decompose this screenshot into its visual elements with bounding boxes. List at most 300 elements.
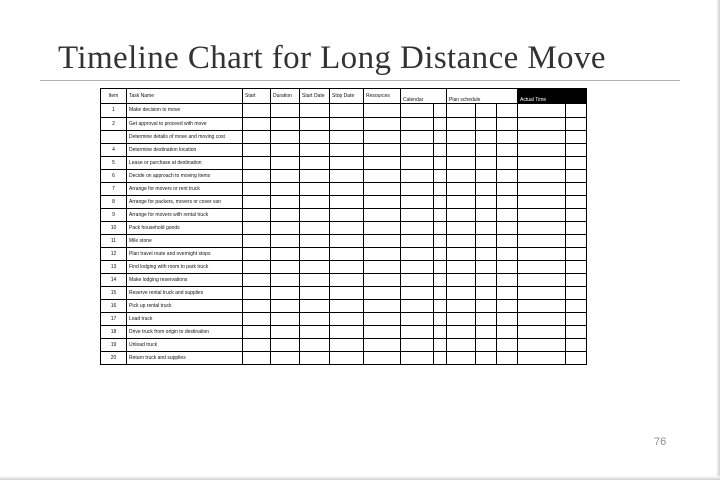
empty-cell [497, 183, 518, 196]
empty-cell [566, 300, 587, 313]
empty-cell [364, 274, 401, 287]
empty-cell [566, 261, 587, 274]
item-number-cell: 16 [101, 300, 127, 313]
empty-cell [447, 339, 476, 352]
empty-cell [476, 261, 497, 274]
empty-cell [518, 131, 566, 144]
empty-cell [271, 104, 300, 118]
empty-cell [364, 170, 401, 183]
group-header-calendar: Calendar [401, 89, 447, 104]
empty-cell [401, 235, 434, 248]
empty-cell [401, 326, 434, 339]
empty-cell [434, 222, 447, 235]
task-name-cell: Get approval to proceed with move [127, 118, 243, 131]
empty-cell [497, 248, 518, 261]
empty-cell [330, 170, 364, 183]
empty-cell [518, 196, 566, 209]
empty-cell [447, 235, 476, 248]
empty-cell [518, 261, 566, 274]
empty-cell [518, 157, 566, 170]
empty-cell [401, 131, 434, 144]
empty-cell [330, 339, 364, 352]
empty-cell [330, 196, 364, 209]
empty-cell [497, 326, 518, 339]
empty-cell [566, 144, 587, 157]
empty-cell [476, 326, 497, 339]
table-row [101, 261, 587, 274]
empty-cell [401, 118, 434, 131]
table-row [101, 209, 587, 222]
empty-cell [243, 313, 271, 326]
empty-cell [243, 104, 271, 118]
empty-cell [566, 170, 587, 183]
empty-cell [518, 118, 566, 131]
empty-cell [271, 209, 300, 222]
column-header-start-date: Start Date [300, 89, 330, 104]
empty-cell [566, 287, 587, 300]
empty-cell [476, 157, 497, 170]
empty-cell [566, 183, 587, 196]
empty-cell [476, 287, 497, 300]
item-number-cell: 1 [101, 104, 127, 118]
empty-cell [434, 131, 447, 144]
empty-cell [401, 209, 434, 222]
empty-cell [497, 261, 518, 274]
empty-cell [497, 157, 518, 170]
empty-cell [364, 287, 401, 300]
table-row [101, 157, 587, 170]
empty-cell [300, 313, 330, 326]
title-divider [40, 80, 680, 81]
empty-cell [300, 352, 330, 365]
empty-cell [566, 352, 587, 365]
empty-cell [476, 339, 497, 352]
table-row [101, 131, 587, 144]
item-number-cell: 11 [101, 235, 127, 248]
table-row [101, 222, 587, 235]
table-row [101, 300, 587, 313]
empty-cell [434, 248, 447, 261]
empty-cell [401, 313, 434, 326]
empty-cell [330, 183, 364, 196]
empty-cell [243, 209, 271, 222]
empty-cell [364, 209, 401, 222]
empty-cell [497, 170, 518, 183]
item-number-cell: 17 [101, 313, 127, 326]
empty-cell [330, 144, 364, 157]
table-row [101, 274, 587, 287]
empty-cell [434, 183, 447, 196]
empty-cell [497, 235, 518, 248]
empty-cell [401, 274, 434, 287]
empty-cell [447, 170, 476, 183]
empty-cell [300, 248, 330, 261]
empty-cell [243, 326, 271, 339]
item-number-cell: 10 [101, 222, 127, 235]
empty-cell [243, 118, 271, 131]
task-name-cell: Reserve rental truck and supplies [127, 287, 243, 300]
empty-cell [300, 170, 330, 183]
empty-cell [330, 313, 364, 326]
task-name-cell: Mile stone [127, 235, 243, 248]
empty-cell [447, 261, 476, 274]
empty-cell [401, 157, 434, 170]
item-number-cell: 9 [101, 209, 127, 222]
empty-cell [364, 339, 401, 352]
column-header-start: Start [243, 89, 271, 104]
task-name-cell: Determine details of move and moving cost [127, 131, 243, 144]
empty-cell [518, 170, 566, 183]
empty-cell [300, 261, 330, 274]
empty-cell [364, 104, 401, 118]
empty-cell [271, 222, 300, 235]
empty-cell [243, 170, 271, 183]
task-name-cell: Find lodging with room to park truck [127, 261, 243, 274]
task-name-cell: Load truck [127, 313, 243, 326]
empty-cell [243, 222, 271, 235]
empty-cell [330, 118, 364, 131]
item-number-cell: 7 [101, 183, 127, 196]
empty-cell [243, 300, 271, 313]
empty-cell [243, 144, 271, 157]
timeline-table [100, 88, 587, 365]
empty-cell [434, 313, 447, 326]
empty-cell [300, 183, 330, 196]
empty-cell [243, 183, 271, 196]
empty-cell [447, 248, 476, 261]
empty-cell [434, 170, 447, 183]
empty-cell [434, 157, 447, 170]
empty-cell [330, 157, 364, 170]
empty-cell [476, 313, 497, 326]
empty-cell [447, 209, 476, 222]
slide-edge-right [716, 0, 720, 480]
task-name-cell: Pick up rental truck [127, 300, 243, 313]
item-number-cell: 20 [101, 352, 127, 365]
empty-cell [497, 118, 518, 131]
empty-cell [300, 157, 330, 170]
empty-cell [447, 196, 476, 209]
empty-cell [330, 261, 364, 274]
empty-cell [518, 313, 566, 326]
empty-cell [243, 196, 271, 209]
empty-cell [518, 274, 566, 287]
task-name-cell: Arrange for movers or rent truck [127, 183, 243, 196]
empty-cell [497, 287, 518, 300]
empty-cell [300, 287, 330, 300]
empty-cell [447, 326, 476, 339]
empty-cell [497, 274, 518, 287]
empty-cell [566, 196, 587, 209]
empty-cell [476, 131, 497, 144]
empty-cell [447, 300, 476, 313]
empty-cell [243, 274, 271, 287]
column-header-task-name: Task Name [127, 89, 243, 104]
table-row [101, 313, 587, 326]
empty-cell [434, 352, 447, 365]
empty-cell [497, 300, 518, 313]
empty-cell [271, 235, 300, 248]
empty-cell [401, 248, 434, 261]
empty-cell [518, 183, 566, 196]
empty-cell [271, 131, 300, 144]
empty-cell [434, 209, 447, 222]
task-name-cell: Make lodging reservations [127, 274, 243, 287]
empty-cell [434, 300, 447, 313]
task-name-cell: Plan travel route and overnight stops [127, 248, 243, 261]
empty-cell [434, 104, 447, 118]
item-number-cell: 15 [101, 287, 127, 300]
empty-cell [566, 313, 587, 326]
table-row [101, 248, 587, 261]
empty-cell [300, 222, 330, 235]
item-number-cell: 14 [101, 274, 127, 287]
table-row [101, 352, 587, 365]
empty-cell [300, 274, 330, 287]
table-row [101, 104, 587, 118]
empty-cell [518, 248, 566, 261]
empty-cell [434, 326, 447, 339]
empty-cell [434, 235, 447, 248]
empty-cell [401, 339, 434, 352]
empty-cell [364, 313, 401, 326]
empty-cell [364, 157, 401, 170]
empty-cell [447, 274, 476, 287]
empty-cell [447, 118, 476, 131]
empty-cell [447, 144, 476, 157]
empty-cell [330, 235, 364, 248]
empty-cell [401, 196, 434, 209]
empty-cell [518, 300, 566, 313]
column-header-duration: Duration [271, 89, 300, 104]
empty-cell [434, 144, 447, 157]
empty-cell [300, 118, 330, 131]
item-number-cell [101, 131, 127, 144]
empty-cell [364, 235, 401, 248]
empty-cell [447, 104, 476, 118]
empty-cell [518, 222, 566, 235]
column-header-item: Item [101, 89, 127, 104]
item-number-cell: 18 [101, 326, 127, 339]
item-number-cell: 8 [101, 196, 127, 209]
empty-cell [271, 183, 300, 196]
empty-cell [401, 261, 434, 274]
empty-cell [566, 339, 587, 352]
empty-cell [271, 287, 300, 300]
empty-cell [434, 274, 447, 287]
empty-cell [243, 287, 271, 300]
empty-cell [243, 352, 271, 365]
empty-cell [364, 248, 401, 261]
empty-cell [447, 313, 476, 326]
empty-cell [476, 118, 497, 131]
empty-cell [401, 222, 434, 235]
empty-cell [476, 352, 497, 365]
empty-cell [330, 326, 364, 339]
empty-cell [271, 170, 300, 183]
empty-cell [518, 326, 566, 339]
empty-cell [476, 274, 497, 287]
empty-cell [434, 261, 447, 274]
table-row [101, 326, 587, 339]
empty-cell [434, 118, 447, 131]
empty-cell [518, 339, 566, 352]
empty-cell [364, 183, 401, 196]
item-number-cell: 13 [101, 261, 127, 274]
empty-cell [497, 209, 518, 222]
item-number-cell: 4 [101, 144, 127, 157]
empty-cell [476, 104, 497, 118]
task-name-cell: Lease or purchase at destination [127, 157, 243, 170]
empty-cell [518, 235, 566, 248]
empty-cell [364, 131, 401, 144]
empty-cell [518, 144, 566, 157]
empty-cell [497, 222, 518, 235]
empty-cell [518, 104, 566, 118]
task-name-cell: Arrange for movers with rental truck [127, 209, 243, 222]
empty-cell [401, 144, 434, 157]
empty-cell [300, 196, 330, 209]
empty-cell [364, 222, 401, 235]
empty-cell [476, 144, 497, 157]
empty-cell [497, 196, 518, 209]
empty-cell [401, 183, 434, 196]
empty-cell [243, 131, 271, 144]
empty-cell [271, 248, 300, 261]
empty-cell [243, 339, 271, 352]
empty-cell [447, 183, 476, 196]
empty-cell [497, 313, 518, 326]
empty-cell [447, 131, 476, 144]
empty-cell [364, 326, 401, 339]
empty-cell [330, 287, 364, 300]
task-name-cell: Decide on approach to moving items [127, 170, 243, 183]
empty-cell [364, 300, 401, 313]
empty-cell [300, 326, 330, 339]
empty-cell [434, 287, 447, 300]
empty-cell [518, 287, 566, 300]
empty-cell [300, 144, 330, 157]
empty-cell [566, 248, 587, 261]
empty-cell [566, 326, 587, 339]
table-row [101, 183, 587, 196]
empty-cell [434, 339, 447, 352]
item-number-cell: 6 [101, 170, 127, 183]
column-header-stop-date: Stop Date [330, 89, 364, 104]
empty-cell [271, 339, 300, 352]
empty-cell [300, 104, 330, 118]
empty-cell [243, 248, 271, 261]
table-row [101, 235, 587, 248]
empty-cell [566, 222, 587, 235]
empty-cell [330, 274, 364, 287]
slide-title: Timeline Chart for Long Distance Move [58, 40, 606, 76]
empty-cell [330, 222, 364, 235]
task-name-cell: Determine destination location [127, 144, 243, 157]
empty-cell [364, 196, 401, 209]
empty-cell [401, 287, 434, 300]
empty-cell [497, 339, 518, 352]
task-name-cell: Pack household goods [127, 222, 243, 235]
empty-cell [300, 235, 330, 248]
table-row [101, 287, 587, 300]
task-name-cell: Drive truck from origin to destination [127, 326, 243, 339]
empty-cell [566, 274, 587, 287]
empty-cell [364, 261, 401, 274]
empty-cell [497, 144, 518, 157]
empty-cell [271, 300, 300, 313]
empty-cell [401, 170, 434, 183]
empty-cell [401, 300, 434, 313]
task-name-cell: Return truck and supplies [127, 352, 243, 365]
empty-cell [271, 144, 300, 157]
empty-cell [497, 104, 518, 118]
empty-cell [243, 235, 271, 248]
table-row [101, 339, 587, 352]
table-row [101, 196, 587, 209]
empty-cell [364, 352, 401, 365]
table-row [101, 144, 587, 157]
slide-edge-bottom [0, 476, 720, 480]
empty-cell [434, 196, 447, 209]
empty-cell [401, 104, 434, 118]
empty-cell [447, 287, 476, 300]
group-header-actual-time: Actual Time [518, 89, 587, 104]
empty-cell [271, 352, 300, 365]
empty-cell [271, 313, 300, 326]
table-row [101, 170, 587, 183]
empty-cell [566, 118, 587, 131]
empty-cell [300, 339, 330, 352]
empty-cell [330, 352, 364, 365]
empty-cell [271, 261, 300, 274]
item-number-cell: 5 [101, 157, 127, 170]
group-header-plan-schedule: Plan schedule [447, 89, 518, 104]
item-number-cell: 12 [101, 248, 127, 261]
table-row [101, 118, 587, 131]
task-name-cell: Unload truck [127, 339, 243, 352]
empty-cell [401, 352, 434, 365]
empty-cell [566, 157, 587, 170]
empty-cell [447, 222, 476, 235]
empty-cell [330, 131, 364, 144]
column-header-resources: Resources [364, 89, 401, 104]
empty-cell [476, 209, 497, 222]
empty-cell [330, 104, 364, 118]
empty-cell [476, 170, 497, 183]
empty-cell [566, 209, 587, 222]
empty-cell [447, 157, 476, 170]
empty-cell [518, 209, 566, 222]
item-number-cell: 19 [101, 339, 127, 352]
empty-cell [566, 104, 587, 118]
empty-cell [330, 300, 364, 313]
empty-cell [518, 352, 566, 365]
empty-cell [300, 300, 330, 313]
item-number-cell: 2 [101, 118, 127, 131]
empty-cell [497, 352, 518, 365]
empty-cell [330, 209, 364, 222]
empty-cell [300, 131, 330, 144]
empty-cell [497, 131, 518, 144]
empty-cell [476, 183, 497, 196]
empty-cell [300, 209, 330, 222]
empty-cell [243, 157, 271, 170]
empty-cell [476, 248, 497, 261]
empty-cell [364, 118, 401, 131]
empty-cell [476, 222, 497, 235]
empty-cell [447, 352, 476, 365]
